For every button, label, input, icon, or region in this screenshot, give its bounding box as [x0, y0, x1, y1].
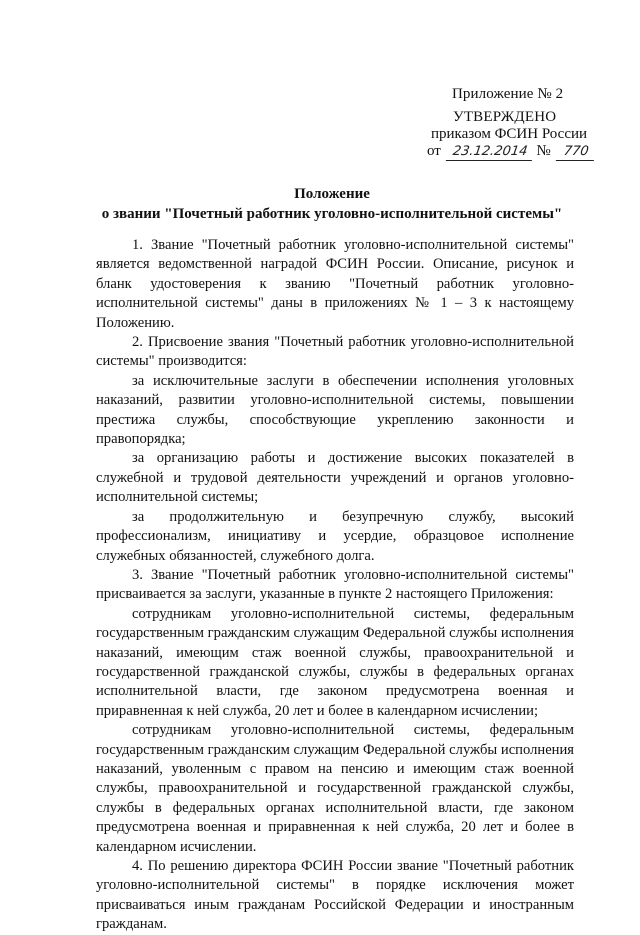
paragraph-1: 1. Звание "Почетный работник уголовно-исполнительной системы" является ведомственной наградой ФСИН России. Описание, рисунок и бланк удостоверения к званию "Почетный работник уголовно-исполнительной системы" даны в приложениях № 1 – 3 к настоящему Положению. [96, 237, 574, 331]
order-date-number-line [427, 143, 595, 161]
title-line-2: о звании "Почетный работник уголовно-исполнительной системы" [101, 206, 563, 222]
handwritten-order-date: 23.12.2014 [445, 144, 533, 161]
appendix-label: Приложение № 2 [452, 86, 564, 102]
document-title [0, 186, 640, 223]
paragraph-2: 2. Присвоение звания "Почетный работник уголовно-исполнительной системы" производится: [96, 334, 574, 370]
paragraph-2-item-3: за продолжительную и безупречную службу, высокий профессионализм, инициативу и усердие, образцовое исполнение служебных обязанностей, служебного долга. [96, 508, 574, 564]
paragraph-2-item-1: за исключительные заслуги в обеспечении исполнения уголовных наказаний, развитии уголовно-исполнительной системы, повышении престижа службы, способствующие укреплению законности и правопорядка; [96, 372, 574, 448]
number-prefix: № [536, 143, 551, 159]
document-body [96, 236, 574, 935]
handwritten-order-number: 770 [556, 144, 596, 161]
approved-stamp-text: УТВЕРЖДЕНО [453, 109, 557, 125]
paragraph-3-item-2: сотрудникам уголовно-исполнительной системы, федеральным государственным гражданским служащим Федеральной службы исполнения наказаний, уволенным с правом на пенсию и имеющим стаж военной службы, правоохранительной и государственной гражданской службы, службы в федеральных органах исполнительной власти, где законом предусмотрена военная и приравненная к ней служба, 20 лет и более в календарном исчислении. [96, 722, 574, 855]
paragraph-3: 3. Звание "Почетный работник уголовно-исполнительной системы" присваивается за заслуги, указанные в пункте 2 настоящего Приложения: [96, 566, 574, 603]
title-line-1: Положение [294, 186, 370, 202]
paragraph-4: 4. По решению директора ФСИН России звание "Почетный работник уголовно-исполнительной системы" в порядке исключения может присваиваться иным гражданам Российской Федерации и иностранным гражданам. [96, 858, 574, 933]
document-header [0, 0, 640, 200]
order-authority: приказом ФСИН России [431, 126, 588, 142]
from-prefix: от [427, 143, 441, 159]
paragraph-3-item-1: сотрудникам уголовно-исполнительной системы, федеральным государственным гражданским служащим Федеральной службы исполнения наказаний, имеющим стаж военной службы, правоохранительной и государственной гражданской службы, службы в федеральных органах исполнительной власти, где законом предусмотрена военная и приравненная к ней служба, 20 лет и более в календарном исчислении; [96, 605, 574, 719]
paragraph-2-item-2: за организацию работы и достижение высоких показателей в служебной и трудовой деятельности учреждений и органов уголовно-исполнительной системы; [96, 450, 574, 506]
